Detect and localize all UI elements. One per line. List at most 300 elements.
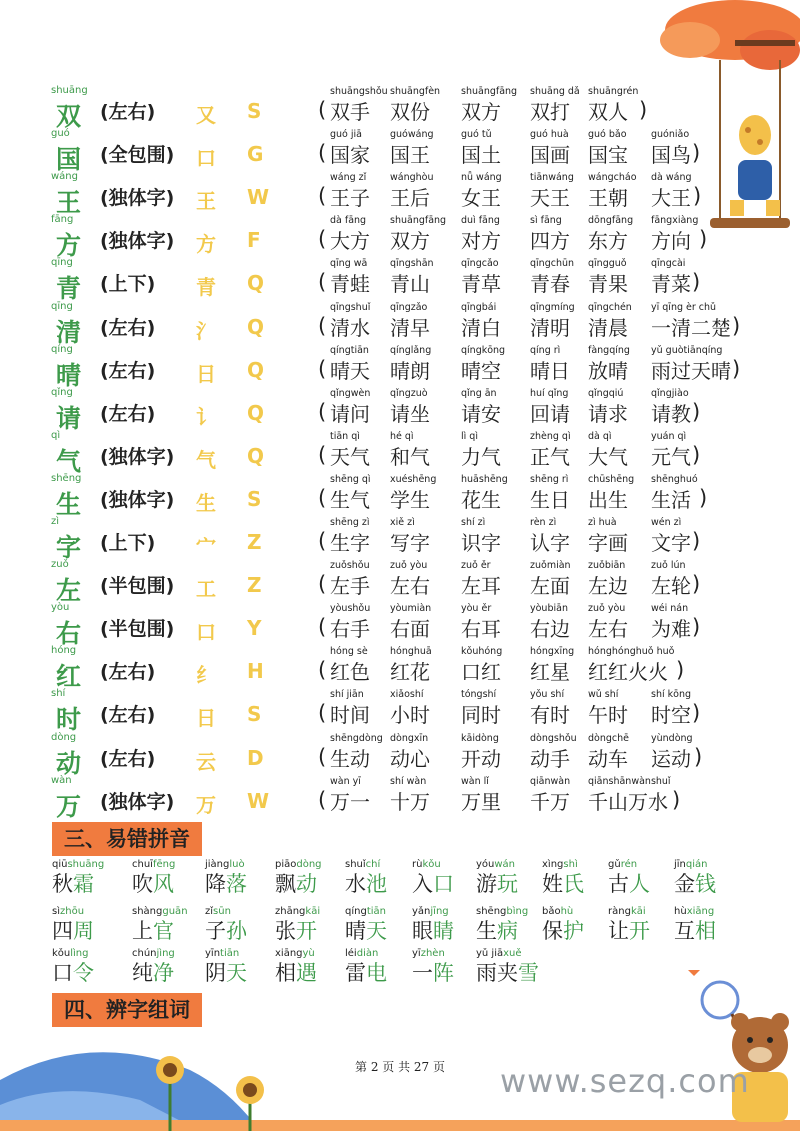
character-radical: 气 bbox=[196, 447, 216, 472]
open-paren: ( bbox=[318, 313, 327, 338]
char-first: 子 bbox=[205, 919, 226, 943]
word-pinyin: xuéshēng bbox=[390, 473, 437, 485]
word-pinyin: qǐngzuò bbox=[390, 387, 428, 399]
char-second: 电 bbox=[366, 961, 387, 985]
character-glyph: 气 bbox=[56, 446, 82, 476]
pinyin-pair bbox=[476, 947, 539, 985]
character-radical: 口 bbox=[196, 146, 216, 171]
char-second: 开 bbox=[296, 919, 317, 943]
word-item bbox=[588, 128, 628, 168]
character-row bbox=[0, 85, 700, 131]
word-list bbox=[318, 85, 718, 128]
word-chars: 女王 bbox=[461, 186, 501, 211]
close-paren: ) bbox=[692, 399, 701, 424]
word-pinyin: shēng zì bbox=[330, 517, 370, 528]
close-paren: ) bbox=[692, 529, 701, 553]
word-chars: 晴天 bbox=[330, 358, 370, 383]
character-radical: 纟 bbox=[196, 663, 216, 688]
character-structure: (左右) bbox=[100, 101, 156, 123]
close-paren: ) bbox=[639, 98, 648, 122]
word-chars: 清明 bbox=[530, 315, 570, 340]
word-chars: 和气 bbox=[390, 444, 430, 469]
word-pinyin: shí jiān bbox=[330, 689, 364, 701]
char-first: 雷 bbox=[345, 961, 366, 985]
word-pinyin: wǔ shí bbox=[588, 689, 619, 701]
word-item bbox=[651, 128, 691, 168]
pinyin-first: léi bbox=[345, 948, 357, 959]
word-item bbox=[588, 516, 628, 556]
word-item bbox=[390, 387, 430, 427]
close-paren: ) bbox=[693, 184, 702, 209]
word-chars: 王子 bbox=[330, 186, 370, 211]
word-item bbox=[330, 301, 370, 341]
char-first: 张 bbox=[275, 919, 296, 943]
char-second: 动 bbox=[296, 872, 317, 896]
word-item bbox=[330, 430, 370, 470]
word-pinyin: xiě zì bbox=[390, 517, 415, 528]
word-item bbox=[588, 387, 628, 427]
pinyin-first: xiāng bbox=[275, 948, 303, 959]
open-paren: ( bbox=[318, 572, 327, 597]
word-item bbox=[461, 257, 501, 297]
word-list bbox=[318, 344, 741, 387]
char-second: 口 bbox=[433, 872, 454, 896]
pinyin-second: sūn bbox=[213, 906, 231, 917]
character-pinyin: guó bbox=[51, 128, 70, 140]
word-pinyin: yòushǒu bbox=[330, 603, 371, 615]
word-pinyin: shí zì bbox=[461, 517, 486, 528]
close-paren: ) bbox=[672, 787, 681, 812]
word-item bbox=[390, 214, 446, 254]
character-pinyin: qíng bbox=[51, 343, 73, 355]
word-item bbox=[390, 171, 434, 211]
word-list bbox=[318, 602, 718, 645]
character-pinyin: fāng bbox=[51, 214, 74, 226]
word-item bbox=[390, 732, 430, 772]
word-item bbox=[461, 473, 508, 513]
word-item bbox=[588, 171, 637, 211]
word-pinyin: zuǒ ěr bbox=[461, 560, 491, 572]
character-row bbox=[0, 386, 701, 433]
word-pinyin: yòumiàn bbox=[390, 603, 432, 615]
character-structure: (左右) bbox=[100, 747, 156, 770]
word-pinyin: qīngcǎo bbox=[461, 258, 499, 270]
char-first: 眼 bbox=[412, 919, 433, 943]
pinyin-pair bbox=[205, 858, 247, 896]
word-item bbox=[330, 85, 388, 125]
word-chars: 左面 bbox=[530, 574, 570, 599]
word-item bbox=[330, 473, 371, 513]
word-chars: 元气 bbox=[651, 444, 691, 469]
open-paren: ( bbox=[318, 701, 327, 726]
word-pinyin: qiānshānwànshuǐ bbox=[588, 775, 671, 787]
open-paren: ( bbox=[318, 442, 327, 467]
pinyin-pair bbox=[412, 947, 454, 985]
word-pinyin: wángcháo bbox=[588, 172, 637, 184]
open-paren: ( bbox=[318, 141, 327, 166]
word-pinyin: guó bǎo bbox=[588, 129, 627, 141]
character-structure: (半包围) bbox=[100, 618, 175, 641]
character-glyph: 双 bbox=[56, 102, 82, 131]
word-pinyin: yòu ěr bbox=[461, 603, 492, 615]
char-second: 病 bbox=[497, 919, 518, 943]
word-pinyin: qīngbái bbox=[461, 301, 497, 313]
word-pinyin: shuāngfāng bbox=[390, 215, 447, 227]
word-chars: 青春 bbox=[530, 272, 570, 297]
word-chars: 双份 bbox=[390, 100, 430, 124]
word-pinyin: wén zì bbox=[651, 517, 682, 528]
word-pinyin: guówáng bbox=[390, 129, 434, 141]
open-paren: ( bbox=[318, 98, 327, 122]
char-first: 一 bbox=[412, 961, 433, 985]
close-paren: ) bbox=[692, 701, 701, 726]
character-row bbox=[0, 257, 701, 304]
word-item bbox=[330, 602, 370, 642]
pinyin-pair bbox=[542, 858, 584, 896]
pinyin-first: gǔ bbox=[608, 859, 621, 870]
word-pinyin: zuǒbiān bbox=[588, 560, 626, 572]
word-item bbox=[651, 602, 691, 642]
word-chars: 清白 bbox=[461, 315, 501, 340]
word-item bbox=[390, 257, 434, 297]
pinyin-pair bbox=[132, 905, 188, 943]
word-pinyin: yǔ guòtiānqíng bbox=[651, 344, 723, 356]
word-chars: 请问 bbox=[330, 401, 370, 426]
pinyin-first: shàng bbox=[132, 906, 163, 917]
char-second: 阵 bbox=[433, 961, 454, 985]
character-row bbox=[0, 171, 702, 218]
word-chars: 小时 bbox=[390, 703, 430, 728]
character-row bbox=[0, 214, 708, 261]
pinyin-second: qián bbox=[685, 859, 708, 870]
word-pinyin: qíngkōng bbox=[461, 344, 506, 356]
word-chars: 雨过天晴 bbox=[651, 358, 731, 383]
word-item bbox=[461, 171, 502, 211]
char-first: 降 bbox=[205, 872, 226, 896]
word-pinyin: hónghuā bbox=[390, 646, 432, 658]
word-pinyin: shuāngfèn bbox=[390, 86, 441, 97]
word-pinyin: guóniǎo bbox=[651, 129, 690, 141]
word-item bbox=[330, 128, 370, 168]
char-first: 晴 bbox=[345, 919, 366, 943]
pinyin-second: chí bbox=[365, 859, 381, 870]
pinyin-initial-letter: Z bbox=[247, 530, 262, 554]
word-item bbox=[330, 516, 370, 556]
word-item bbox=[651, 214, 698, 254]
open-paren: ( bbox=[318, 485, 327, 510]
pinyin-pair bbox=[345, 947, 387, 985]
character-glyph: 动 bbox=[56, 748, 82, 778]
word-item bbox=[330, 214, 370, 254]
word-item bbox=[461, 387, 501, 427]
word-list bbox=[318, 473, 718, 516]
word-chars: 同时 bbox=[461, 703, 501, 728]
character-radical: 王 bbox=[196, 189, 216, 214]
open-paren: ( bbox=[318, 270, 327, 295]
word-item bbox=[588, 257, 628, 297]
pinyin-first: jiàng bbox=[205, 859, 230, 870]
character-structure: (上下) bbox=[100, 273, 156, 296]
word-pinyin: tóngshí bbox=[461, 689, 497, 701]
word-chars: 千山万水 bbox=[588, 789, 668, 814]
char-second: 周 bbox=[73, 919, 94, 943]
character-glyph: 红 bbox=[56, 662, 82, 692]
word-chars: 生气 bbox=[330, 487, 370, 512]
word-list bbox=[318, 645, 718, 688]
char-second: 风 bbox=[153, 872, 174, 896]
pinyin-initial-letter: S bbox=[247, 702, 262, 727]
char-second: 玩 bbox=[497, 872, 518, 896]
word-pinyin: qíngtiān bbox=[330, 344, 369, 356]
word-item bbox=[651, 732, 693, 772]
character-structure: (左右) bbox=[100, 359, 156, 382]
character-pinyin: wáng bbox=[51, 171, 78, 183]
word-pinyin: qǐngjiào bbox=[651, 387, 689, 399]
pinyin-second: tiān bbox=[366, 906, 386, 917]
word-pinyin: huí qǐng bbox=[530, 387, 569, 399]
character-row bbox=[0, 688, 701, 735]
pinyin-initial-letter: G bbox=[247, 142, 264, 167]
char-second: 令 bbox=[73, 961, 94, 985]
word-chars: 文字 bbox=[651, 531, 691, 555]
word-item bbox=[530, 688, 570, 728]
pinyin-pair bbox=[542, 905, 584, 943]
character-glyph: 左 bbox=[56, 576, 82, 606]
word-item bbox=[651, 344, 731, 384]
word-chars: 王朝 bbox=[588, 186, 628, 211]
word-item bbox=[461, 128, 501, 168]
word-pinyin: qīngshān bbox=[390, 258, 434, 270]
word-item bbox=[390, 344, 431, 384]
word-pinyin: yuán qì bbox=[651, 430, 687, 442]
word-item bbox=[530, 430, 571, 470]
word-pinyin: hónghónghuǒ huǒ bbox=[588, 646, 675, 658]
char-first: 让 bbox=[608, 919, 629, 943]
character-radical: 日 bbox=[196, 361, 216, 386]
open-paren: ( bbox=[318, 744, 327, 769]
open-paren: ( bbox=[318, 227, 327, 252]
character-glyph: 晴 bbox=[56, 360, 82, 390]
open-paren: ( bbox=[318, 399, 327, 424]
word-item bbox=[461, 301, 501, 341]
word-pinyin: tiānwáng bbox=[530, 172, 574, 184]
word-chars: 力气 bbox=[461, 444, 501, 469]
character-structure: (独体字) bbox=[100, 230, 175, 253]
char-second: 落 bbox=[226, 872, 247, 896]
character-pinyin: shuāng bbox=[51, 85, 88, 96]
character-pinyin: dòng bbox=[51, 731, 77, 743]
open-paren: ( bbox=[318, 787, 327, 812]
section-header-word-groups: 四、辨字组词 bbox=[52, 993, 202, 1027]
word-pinyin: xiǎoshí bbox=[390, 689, 424, 701]
character-structure: (半包围) bbox=[100, 575, 175, 598]
word-item bbox=[588, 344, 630, 384]
pinyin-second: kǒu bbox=[422, 859, 441, 870]
character-row bbox=[0, 300, 741, 347]
word-list bbox=[318, 214, 718, 257]
word-chars: 双手 bbox=[330, 100, 370, 124]
character-pinyin: qīng bbox=[51, 300, 73, 312]
word-item bbox=[530, 645, 574, 685]
word-list bbox=[318, 732, 718, 775]
pinyin-pair bbox=[345, 905, 387, 943]
pinyin-first: yīn bbox=[205, 948, 221, 959]
close-paren: ) bbox=[692, 615, 701, 640]
character-row bbox=[0, 559, 701, 606]
word-chars: 国家 bbox=[330, 143, 370, 168]
open-paren: ( bbox=[318, 184, 327, 209]
watermark: www.sezq.com bbox=[500, 1062, 750, 1100]
character-pinyin: hóng bbox=[51, 645, 77, 657]
word-chars: 动心 bbox=[390, 746, 430, 771]
pinyin-pair bbox=[205, 947, 247, 985]
pinyin-pair bbox=[52, 858, 104, 896]
char-first: 水 bbox=[345, 872, 366, 896]
word-pinyin: qíng rì bbox=[530, 344, 561, 356]
word-item bbox=[651, 171, 692, 211]
word-chars: 晴空 bbox=[461, 358, 501, 383]
word-chars: 清水 bbox=[330, 315, 370, 340]
word-chars: 左耳 bbox=[461, 574, 501, 599]
word-item bbox=[390, 301, 430, 341]
char-second: 遇 bbox=[296, 961, 317, 985]
character-row bbox=[0, 645, 700, 692]
word-chars: 写字 bbox=[390, 531, 430, 555]
character-structure: (上下) bbox=[100, 532, 156, 554]
pinyin-initial-letter: H bbox=[247, 659, 264, 684]
character-structure: (独体字) bbox=[100, 488, 175, 511]
pinyin-first: qiū bbox=[52, 859, 68, 870]
char-second: 净 bbox=[153, 961, 174, 985]
word-chars: 生字 bbox=[330, 531, 370, 555]
pinyin-second: lìng bbox=[70, 948, 89, 959]
pinyin-pair bbox=[476, 858, 518, 896]
close-paren: ) bbox=[699, 227, 708, 252]
word-item bbox=[390, 85, 440, 125]
character-radical: 方 bbox=[196, 232, 216, 257]
word-item bbox=[530, 473, 570, 513]
character-pinyin: zì bbox=[51, 516, 60, 527]
word-chars: 大气 bbox=[588, 444, 628, 469]
word-item bbox=[330, 171, 370, 211]
word-pinyin: wéi nán bbox=[651, 603, 689, 615]
pinyin-second: diàn bbox=[356, 948, 379, 959]
pinyin-pair bbox=[275, 905, 320, 943]
pinyin-first: piāo bbox=[275, 859, 297, 870]
word-pinyin: yǒu shí bbox=[530, 689, 565, 701]
open-paren: ( bbox=[318, 615, 327, 640]
pinyin-first: rù bbox=[412, 859, 423, 870]
word-chars: 王后 bbox=[390, 186, 430, 211]
word-chars: 放晴 bbox=[588, 358, 628, 383]
character-pinyin: wàn bbox=[51, 774, 72, 786]
character-glyph: 时 bbox=[56, 705, 82, 735]
open-paren: ( bbox=[318, 356, 327, 381]
pinyin-second: fēng bbox=[152, 859, 176, 870]
word-item bbox=[530, 301, 575, 341]
word-chars: 为难 bbox=[651, 617, 691, 642]
word-chars: 红星 bbox=[530, 660, 570, 685]
character-structure: (左右) bbox=[100, 402, 156, 425]
word-item bbox=[651, 430, 691, 470]
char-second: 睛 bbox=[433, 919, 454, 943]
word-chars: 红花 bbox=[390, 660, 430, 685]
word-chars: 花生 bbox=[461, 487, 501, 512]
character-radical: 讠 bbox=[196, 404, 216, 429]
word-item bbox=[588, 430, 628, 470]
word-item bbox=[588, 473, 634, 513]
word-chars: 国土 bbox=[461, 143, 501, 168]
character-pinyin: zuǒ bbox=[51, 559, 69, 571]
word-item bbox=[390, 473, 436, 513]
character-radical: 日 bbox=[196, 706, 216, 731]
pinyin-first: sì bbox=[52, 906, 60, 917]
character-row bbox=[0, 516, 701, 562]
word-pinyin: shí wàn bbox=[390, 775, 427, 787]
char-second: 天 bbox=[226, 961, 247, 985]
word-item bbox=[461, 775, 501, 815]
character-radical: 万 bbox=[196, 792, 216, 817]
pinyin-second: dòng bbox=[296, 859, 322, 870]
word-item bbox=[588, 214, 633, 254]
word-pinyin: shuāngrén bbox=[588, 86, 639, 97]
char-first: 互 bbox=[674, 919, 695, 943]
word-pinyin: shēng rì bbox=[530, 473, 569, 485]
word-item bbox=[330, 387, 370, 427]
word-item bbox=[651, 559, 691, 599]
word-chars: 双打 bbox=[530, 100, 570, 124]
word-pinyin: kāidòng bbox=[461, 732, 499, 744]
pinyin-initial-letter: Q bbox=[247, 314, 265, 339]
word-pinyin: rèn zì bbox=[530, 517, 557, 528]
pinyin-second: zhèn bbox=[420, 948, 445, 959]
pinyin-first: shēng bbox=[476, 906, 507, 917]
pinyin-second: zhōu bbox=[60, 906, 85, 917]
pinyin-first: jīn bbox=[674, 859, 686, 870]
word-item bbox=[330, 344, 370, 384]
word-chars: 国王 bbox=[390, 143, 430, 168]
word-pinyin: zhèng qì bbox=[530, 430, 571, 442]
word-chars: 晴朗 bbox=[390, 358, 430, 383]
word-chars: 左轮 bbox=[651, 574, 691, 599]
char-first: 秋 bbox=[52, 872, 73, 896]
word-pinyin: hóngxīng bbox=[530, 646, 575, 658]
word-chars: 左右 bbox=[588, 617, 628, 642]
word-chars: 认字 bbox=[530, 531, 570, 555]
word-chars: 天气 bbox=[330, 444, 370, 469]
word-pinyin: shí kōng bbox=[651, 689, 691, 701]
pinyin-first: yī bbox=[412, 948, 421, 959]
word-pinyin: hóng sè bbox=[330, 646, 368, 658]
pinyin-pair bbox=[412, 858, 454, 896]
word-item bbox=[588, 775, 671, 815]
word-chars: 红红火火 bbox=[588, 660, 668, 685]
pinyin-second: luò bbox=[229, 859, 245, 870]
pinyin-second: shì bbox=[563, 859, 578, 870]
word-chars: 青蛙 bbox=[330, 272, 370, 297]
word-item bbox=[530, 128, 570, 168]
pinyin-initial-letter: Q bbox=[247, 271, 265, 296]
character-glyph: 国 bbox=[56, 145, 82, 175]
word-pinyin: qīngchūn bbox=[530, 258, 575, 270]
pinyin-first: kǒu bbox=[52, 948, 71, 959]
word-pinyin: yòubiān bbox=[530, 603, 568, 615]
word-chars: 正气 bbox=[530, 444, 570, 469]
open-paren: ( bbox=[318, 529, 327, 553]
word-chars: 方向 bbox=[651, 229, 691, 254]
pinyin-second: xuě bbox=[503, 948, 522, 959]
word-chars: 十万 bbox=[390, 789, 430, 814]
